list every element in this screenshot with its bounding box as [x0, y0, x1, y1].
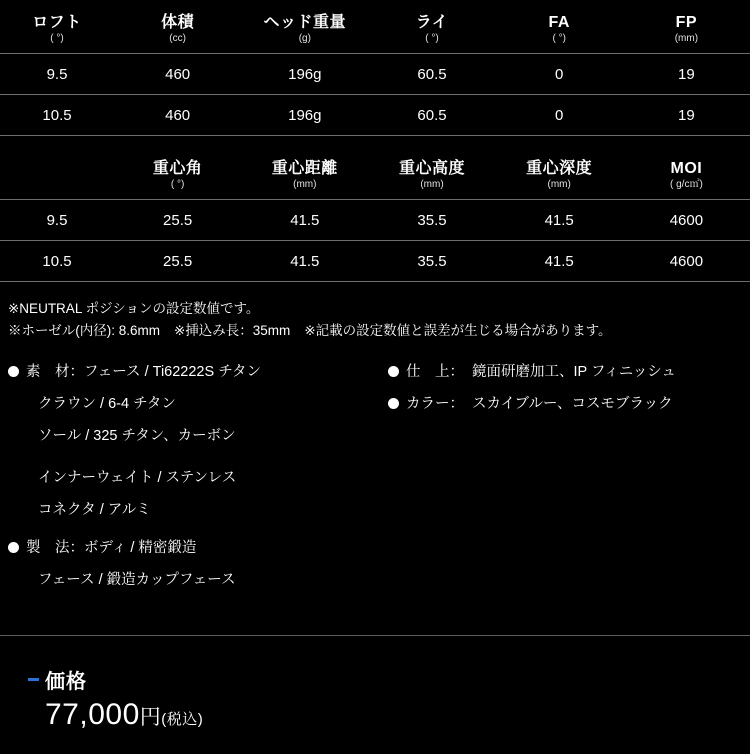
table-divider — [0, 136, 750, 150]
column-header-fp: FP (mm) — [623, 4, 750, 54]
material-label: 素 材： — [26, 364, 84, 380]
material-sub-row — [8, 494, 388, 526]
note-line-1: ※NEUTRAL ポジションの設定数値です。 — [8, 301, 260, 316]
cell-loft: 10.5 — [0, 241, 114, 282]
column-header-head-weight: ヘッド重量 (g) — [241, 4, 368, 54]
material-value: スカイブルー、コスモブラック — [472, 396, 673, 412]
cell-moi: 4600 — [623, 200, 750, 241]
column-header-cog-distance: 重心距離 (mm) — [241, 150, 368, 200]
material-value: フェース / Ti62222S チタン — [84, 364, 261, 380]
note-line-2 — [8, 320, 742, 342]
price-tax-note: (税込) — [161, 711, 204, 728]
column-header-loft: ロフト ( °) — [0, 4, 114, 54]
price-title-row — [28, 665, 203, 694]
cell-fa: 0 — [496, 95, 623, 136]
notes-block — [0, 282, 750, 342]
cell-loft: 9.5 — [0, 200, 114, 241]
material-sub-row — [8, 420, 388, 452]
column-header-blank — [0, 150, 114, 200]
material-value: フェース / 鍛造カップフェース — [38, 572, 236, 588]
note-hosel: ※ホーゼル(内径): 8.6mm — [8, 323, 160, 338]
material-value: クラウン / 6-4 チタン — [38, 396, 176, 412]
column-header-cog-depth: 重心深度 (mm) — [496, 150, 623, 200]
column-header-lie: ライ ( °) — [368, 4, 495, 54]
cell-cog-height: 35.5 — [368, 241, 495, 282]
cell-lie: 60.5 — [368, 54, 495, 95]
cell-fp: 19 — [623, 54, 750, 95]
table-row — [0, 200, 750, 241]
material-label: 仕 上： — [406, 364, 464, 380]
column-header-cog-height: 重心高度 (mm) — [368, 150, 495, 200]
price-divider — [0, 635, 750, 636]
table-row — [0, 95, 750, 136]
cell-loft: 10.5 — [0, 95, 114, 136]
table-row — [0, 241, 750, 282]
material-group-method — [8, 532, 388, 564]
column-header-volume: 体積 (cc) — [114, 4, 241, 54]
bullet-icon — [388, 398, 399, 409]
note-insert-length: ※挿込み長：35mm — [173, 323, 291, 338]
materials-right-column — [388, 356, 742, 596]
bullet-icon — [8, 542, 19, 553]
cell-cog-angle: 25.5 — [114, 241, 241, 282]
material-value: ソール / 325 チタン、カーボン — [38, 428, 236, 444]
price-block — [28, 665, 203, 732]
material-value: インナーウェイト / ステンレス — [38, 470, 237, 486]
cell-loft: 9.5 — [0, 54, 114, 95]
material-sub-row — [8, 564, 388, 596]
table-row — [0, 54, 750, 95]
price-value: 77,000 — [45, 698, 140, 731]
cell-volume: 460 — [114, 95, 241, 136]
material-sub-row — [8, 462, 388, 494]
cell-fp: 19 — [623, 95, 750, 136]
cell-cog-depth: 41.5 — [496, 200, 623, 241]
material-group-material — [8, 356, 388, 388]
cell-fa: 0 — [496, 54, 623, 95]
table-header-row — [0, 4, 750, 54]
cell-head-weight: 196g — [241, 54, 368, 95]
cell-volume: 460 — [114, 54, 241, 95]
material-sub-row — [8, 388, 388, 420]
spec-table-basic — [0, 4, 750, 136]
material-label: 製 法： — [26, 540, 84, 556]
cell-lie: 60.5 — [368, 95, 495, 136]
spec-table-cog — [0, 150, 750, 282]
material-group-color — [388, 388, 742, 420]
column-header-cog-angle: 重心角 ( °) — [114, 150, 241, 200]
note-tolerance: ※記載の設定数値と誤差が生じる場合があります。 — [304, 323, 612, 338]
column-header-fa: FA ( °) — [496, 4, 623, 54]
price-amount-row — [28, 698, 203, 732]
cell-moi: 4600 — [623, 241, 750, 282]
materials-section — [0, 342, 750, 596]
price-currency: 円 — [139, 706, 162, 729]
material-group-finish — [388, 356, 742, 388]
cell-cog-depth: 41.5 — [496, 241, 623, 282]
materials-left-column — [8, 356, 388, 596]
price-label: 価格 — [45, 671, 87, 693]
material-label: カラー： — [406, 396, 464, 412]
table-header-row — [0, 150, 750, 200]
bullet-icon — [388, 366, 399, 377]
cell-head-weight: 196g — [241, 95, 368, 136]
bullet-icon — [8, 366, 19, 377]
column-header-moi: MOI ( g/c㎡) — [623, 150, 750, 200]
material-value: 鏡面研磨加工、IP フィニッシュ — [472, 364, 676, 380]
cell-cog-distance: 41.5 — [241, 241, 368, 282]
cell-cog-height: 35.5 — [368, 200, 495, 241]
cell-cog-distance: 41.5 — [241, 200, 368, 241]
material-value: コネクタ / アルミ — [38, 502, 151, 518]
cell-cog-angle: 25.5 — [114, 200, 241, 241]
material-value: ボディ / 精密鍛造 — [84, 540, 197, 556]
accent-dash-icon — [28, 678, 39, 681]
